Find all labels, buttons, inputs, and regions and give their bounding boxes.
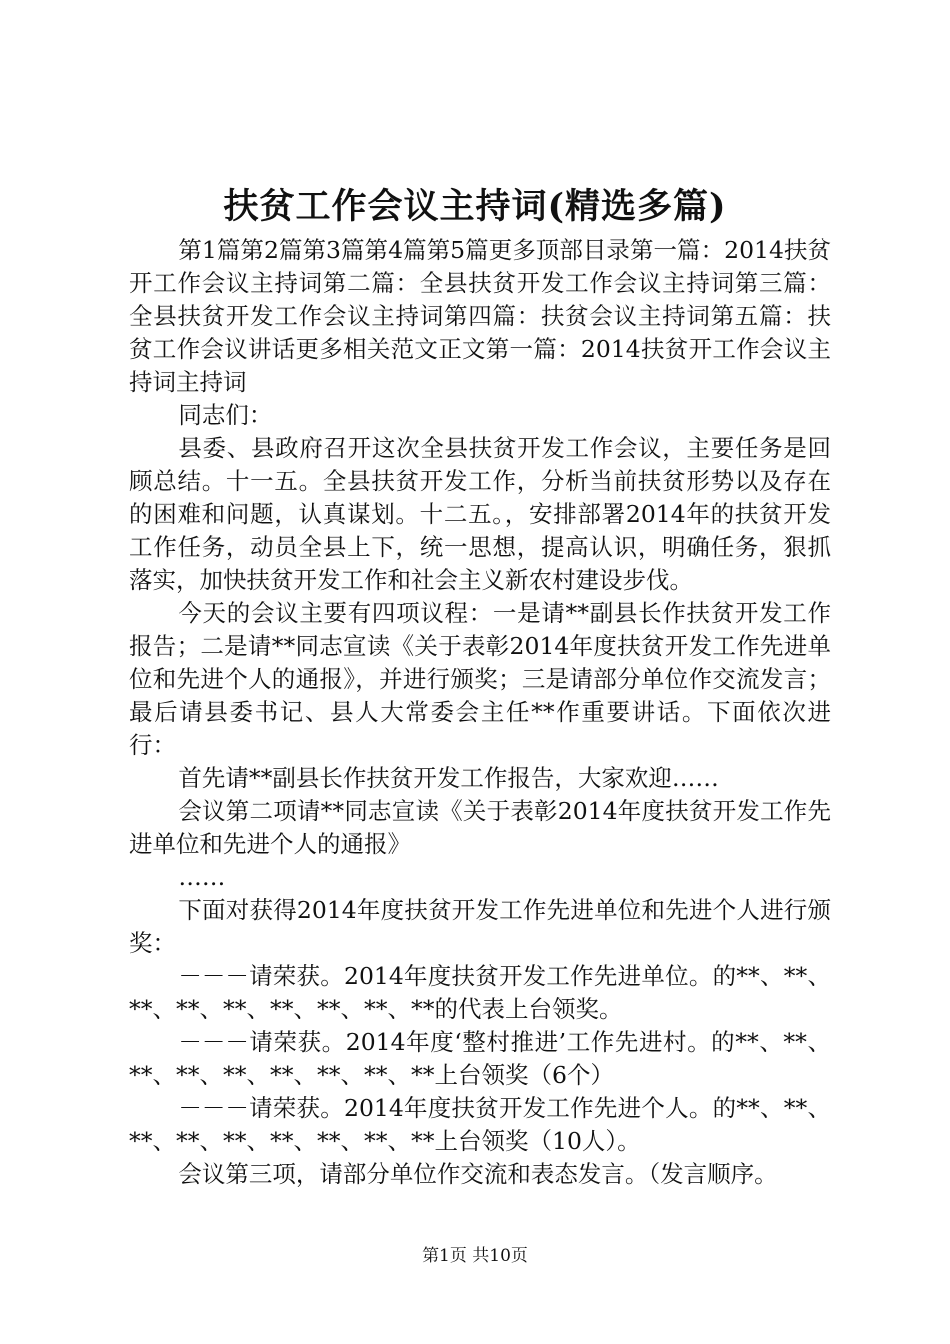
body-paragraph: 会议第三项，请部分单位作交流和表态发言。（发言顺序。 [178,1160,778,1188]
award-list-paragraph: －－－请荣获。2014年度扶贫开发工作先进个人。的**、**、**、**、**、**、**、**、**上台领奖（10人）。 [129,1094,831,1155]
body-paragraph: 会议第二项请**同志宣读《关于表彰2014年度扶贫开发工作先进单位和先进个人的通报》 [129,797,831,858]
body-paragraph: …… [178,863,226,891]
document-body [129,234,831,1191]
award-list-paragraph: －－－请荣获。2014年度扶贫开发工作先进单位。的**、**、**、**、**、**、**、**、**的代表上台领奖。 [129,962,831,1023]
salutation-paragraph: 同志们： [178,401,273,429]
body-paragraph: 县委、县政府召开这次全县扶贫开发工作会议，主要任务是回顾总结。十一五。全县扶贫开发工作，分析当前扶贫形势以及存在的困难和问题，认真谋划。十二五。，安排部署2014年的扶贫开发工作任务，动员全县上下，统一思想，提高认识，明确任务，狠抓落实，加快扶贫开发工作和社会主义新农村建设步伐。 [129,434,831,594]
body-paragraph: 首先请**副县长作扶贫开发工作报告，大家欢迎…… [178,764,719,792]
body-paragraph: 下面对获得2014年度扶贫开发工作先进单位和先进个人进行颁奖： [129,896,831,957]
body-paragraph: 今天的会议主要有四项议程：一是请**副县长作扶贫开发工作报告；二是请**同志宣读《关于表彰2014年度扶贫开发工作先进单位和先进个人的通报》，并进行颁奖；三是请部分单位作交流发言；最后请县委书记、县人大常委会主任**作重要讲话。下面依次进行： [129,599,831,759]
page-number-footer: 第1页 共10页 [422,1246,528,1266]
page-title: 扶贫工作会议主持词(精选多篇) [223,186,727,227]
table-of-contents-paragraph: 第1篇第2篇第3篇第4篇第5篇更多顶部目录第一篇：2014扶贫开工作会议主持词第二篇：全县扶贫开发工作会议主持词第三篇：全县扶贫开发工作会议主持词第四篇：扶贫会议主持词第五篇：扶贫工作会议讲话更多相关范文正文第一篇：2014扶贫开工作会议主持词主持词 [129,236,831,396]
award-list-paragraph: －－－请荣获。2014年度‘整村推进’工作先进村。的**、**、**、**、**、**、**、**、**上台领奖（6个） [129,1028,831,1089]
